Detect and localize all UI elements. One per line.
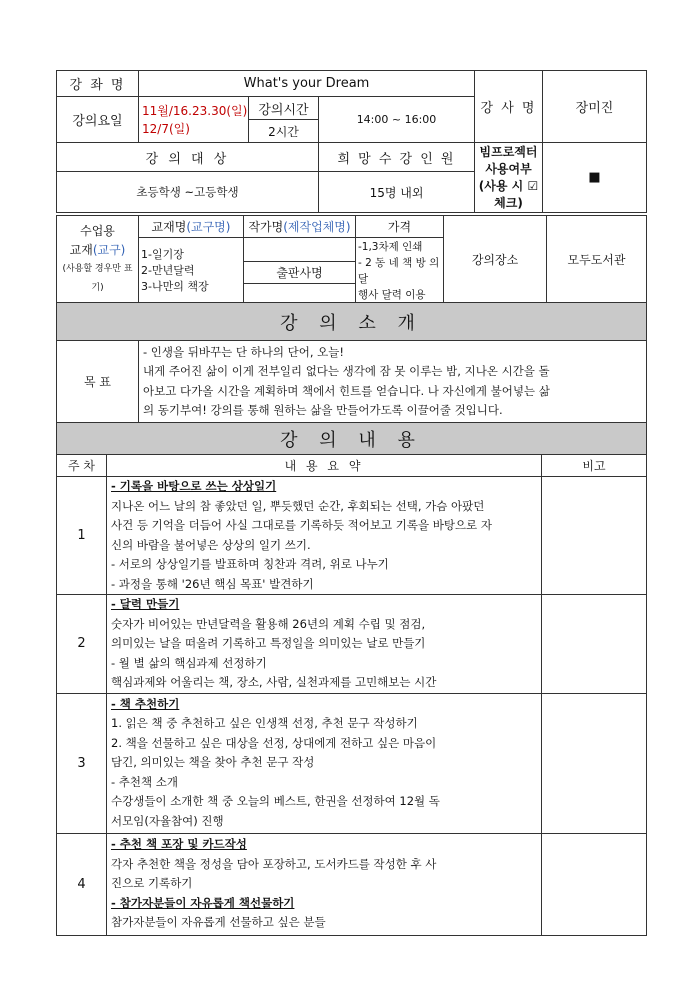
instructor-label: 강 사 명 — [475, 71, 543, 143]
week-note — [542, 833, 647, 935]
week-line: 수강생들이 소개한 책 중 오늘의 베스트, 한권을 선정하여 12월 독 — [111, 794, 440, 809]
author-header-maker: (제작업체명) — [283, 220, 351, 234]
week-summary — [107, 477, 542, 595]
goal-label: 목 표 — [57, 341, 139, 423]
projector-label-line-4: 체크) — [494, 195, 523, 210]
col-note-header: 비고 — [542, 455, 647, 477]
week-line: 핵심과제와 어울리는 책, 장소, 사람, 실천과제를 고민해보는 시간 — [111, 675, 437, 689]
projector-label-text: (사용 시 — [478, 178, 524, 193]
week-note — [542, 477, 647, 595]
course-info-table — [56, 70, 647, 213]
instructor-name: 장미진 — [543, 71, 647, 143]
publisher-cell — [244, 284, 356, 304]
week-line: 각자 추천한 책을 정성을 담아 포장하고, 도서카드를 작성한 후 사 — [111, 856, 437, 871]
col-summary-header: 내 용 요 약 — [107, 455, 542, 477]
material-item: 3-나만의 책장 — [141, 279, 209, 293]
week-line: 서모임(자율참여) 진행 — [111, 813, 224, 828]
lecture-time: 14:00 ~ 16:00 — [319, 97, 475, 143]
projector-mark — [543, 143, 647, 213]
lecture-days — [139, 97, 249, 143]
week-subtitle: - 참가자분들이 자유롭게 책선물하기 — [111, 895, 295, 910]
projector-label-line-1: 빔프로젝터 — [479, 144, 538, 159]
content-banner: 강 의 내 용 — [57, 423, 647, 455]
materials-label-line-2 — [57, 241, 138, 260]
checkbox-icon: ☑ — [527, 178, 539, 193]
week-line: 진으로 기록하기 — [111, 876, 193, 891]
filled-square-icon: ■ — [588, 170, 601, 185]
week-line: - 서로의 상상일기를 발표하며 칭찬과 격려, 위로 나누기 — [111, 557, 389, 571]
week-line: 지나온 어느 날의 참 좋았던 일, 뿌듯했던 순간, 후회되는 선택, 가슴 아팠던 — [111, 498, 485, 513]
week-subtitle: - 책 추천하기 — [111, 696, 180, 711]
book-header-tool: (교구명) — [186, 220, 231, 234]
week-line: - 과정을 통해 '26년 핵심 목표' 발견하기 — [111, 576, 314, 591]
venue-value: 모두도서관 — [547, 216, 647, 304]
week-line: 2. 책을 선물하고 싶은 대상을 선정, 상대에게 전하고 싶은 마음이 — [111, 735, 437, 750]
capacity-label: 희 망 수 강 인 원 — [319, 143, 475, 172]
week-line: 담긴, 의미있는 책을 찾아 추천 문구 작성 — [111, 755, 315, 770]
price-header: 가격 — [356, 216, 444, 238]
week-note — [542, 693, 647, 833]
materials-label-line-3: (사용할 경우만 표기) — [62, 263, 133, 293]
price-line: - 2 동 네 책 방 의 달 — [358, 256, 440, 285]
author-header — [244, 216, 356, 238]
week-number: 2 — [57, 595, 107, 694]
goal-line: 아보고 다가올 시간을 계획하며 책에서 힌트를 얻습니다. 나 자신에게 불어넣는 삶 — [143, 383, 550, 398]
goal-line: 내게 주어진 삶이 이게 전부일리 없다는 생각에 잠 못 이루는 밤, 지나온 시간을 돌 — [143, 364, 550, 378]
week-number: 1 — [57, 477, 107, 595]
intro-banner: 강 의 소 개 — [57, 303, 647, 341]
week-summary — [107, 833, 542, 935]
price-line: -1,3차제 인쇄 — [358, 240, 423, 253]
week-subtitle: - 기록을 바탕으로 쓰는 상상일기 — [111, 479, 277, 493]
lecture-duration: 2시간 — [249, 120, 319, 143]
author-cell-1 — [244, 238, 356, 262]
target-value: 초등학생 ~고등학생 — [57, 172, 319, 213]
week-line: 의미있는 날을 떠올려 기록하고 특정일을 의미있는 날로 만들기 — [111, 636, 426, 650]
week-line: 1. 읽은 책 중 추천하고 싶은 인생책 선정, 추천 문구 작성하기 — [111, 716, 418, 731]
goal-line: 의 동기부여! 강의를 통해 원하는 삶을 만들어가도록 이끌어줄 것입니다. — [143, 403, 503, 417]
projector-label-line-2: 사용여부 — [485, 161, 532, 176]
materials-label-book: 교재 — [69, 242, 93, 257]
week-summary — [107, 693, 542, 833]
week-line: 신의 바람을 불어넣은 상상의 일기 쓰기. — [111, 537, 311, 552]
target-label: 강 의 대 상 — [57, 143, 319, 172]
content-table — [56, 422, 647, 936]
week-line: - 추천책 소개 — [111, 774, 179, 789]
week-note — [542, 595, 647, 694]
week-number: 3 — [57, 693, 107, 833]
venue-label: 강의장소 — [444, 216, 547, 304]
materials-label — [57, 216, 139, 304]
book-header — [139, 216, 244, 238]
materials-table — [56, 215, 647, 304]
goal-line: - 인생을 뒤바꾸는 단 하나의 단어, 오늘! — [143, 344, 344, 359]
lecture-day-label: 강의요일 — [57, 97, 139, 143]
week-summary — [107, 595, 542, 694]
capacity-value: 15명 내외 — [319, 172, 475, 213]
lecture-days-line-2: 12/7(일) — [142, 121, 190, 136]
intro-table — [56, 302, 647, 423]
week-subtitle: - 추천 책 포장 및 카드작성 — [111, 837, 247, 852]
materials-label-tool: (교구) — [92, 242, 126, 257]
week-line: 숫자가 비어있는 만년달력을 활용해 26년의 계획 수립 및 점검, — [111, 616, 426, 631]
lecture-time-label: 강의시간 — [249, 97, 319, 120]
materials-label-line-1: 수업용 — [80, 223, 115, 238]
week-subtitle: - 달력 만들기 — [111, 597, 180, 611]
week-number: 4 — [57, 833, 107, 935]
material-item: 1-일기장 — [141, 247, 184, 261]
goal-text — [139, 341, 647, 423]
material-item: 2-만년달력 — [141, 263, 195, 277]
week-line: 참가자분들이 자유롭게 선물하고 싶은 분들 — [111, 915, 326, 930]
price-line: 행사 달력 이용 — [358, 288, 426, 301]
price-value — [356, 238, 444, 304]
course-name-label: 강 좌 명 — [57, 71, 139, 97]
projector-label — [475, 143, 543, 213]
week-line: - 월 별 삶의 핵심과제 선정하기 — [111, 655, 267, 670]
projector-label-line-3 — [475, 178, 542, 195]
material-items — [139, 238, 244, 304]
col-week-header: 주 차 — [57, 455, 107, 477]
book-header-name: 교재명 — [151, 220, 187, 234]
week-line: 사건 등 기억을 더듬어 사실 그대로를 기록하듯 적어보고 기록을 바탕으로 자 — [111, 518, 492, 532]
publisher-header: 출판사명 — [244, 262, 356, 284]
lecture-days-line-1: 11월/16.23.30(일) — [142, 103, 248, 118]
course-name: What's your Dream — [139, 71, 475, 97]
author-header-name: 작가명 — [248, 220, 284, 234]
